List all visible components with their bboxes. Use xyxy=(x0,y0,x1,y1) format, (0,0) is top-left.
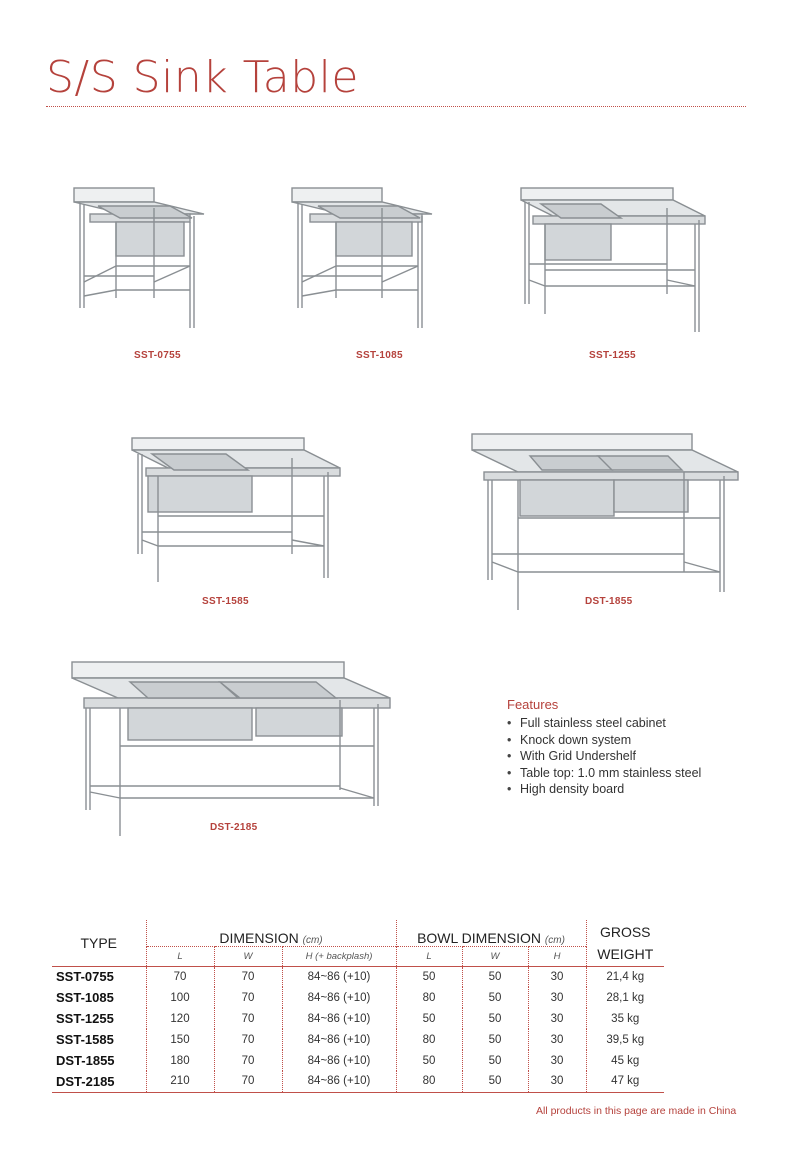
table-row xyxy=(52,1029,664,1050)
type-cell: SST-1085 xyxy=(56,990,114,1005)
table-cell: 39,5 kg xyxy=(586,1029,664,1050)
product-label-sst-1085: SST-1085 xyxy=(356,350,403,361)
product-label-sst-1255: SST-1255 xyxy=(589,350,636,361)
sub-header-bowl-l: L xyxy=(396,946,462,966)
table-cell: 30 xyxy=(528,987,586,1008)
table-cell: 70 xyxy=(214,1071,282,1092)
table-cell: 84~86 (+10) xyxy=(282,987,396,1008)
product-label-sst-1585: SST-1585 xyxy=(202,596,249,607)
type-header: TYPE xyxy=(80,934,118,951)
table-cell: 50 xyxy=(462,1029,528,1050)
table-cell: 50 xyxy=(462,1008,528,1029)
table-cell: 50 xyxy=(462,1071,528,1092)
table-cell: 100 xyxy=(146,987,214,1008)
table-cell: 84~86 (+10) xyxy=(282,1008,396,1029)
type-cell: SST-1585 xyxy=(56,1032,114,1047)
table-row xyxy=(52,1050,664,1071)
table-cell: 80 xyxy=(396,987,462,1008)
dimension-header: DIMENSION (cm) xyxy=(146,920,396,946)
table-cell: 30 xyxy=(528,966,586,987)
table-cell: 210 xyxy=(146,1071,214,1092)
product-image-sst-1085 xyxy=(288,186,438,336)
spec-table-body xyxy=(52,966,664,1092)
table-cell: 50 xyxy=(396,1008,462,1029)
table-cell: 21,4 kg xyxy=(586,966,664,987)
features-title: Features xyxy=(507,697,559,712)
sub-header-w: W xyxy=(214,946,282,966)
table-cell: 50 xyxy=(462,987,528,1008)
page-title: S/S Sink Table xyxy=(46,52,359,103)
table-cell: 50 xyxy=(396,1050,462,1071)
table-cell: 70 xyxy=(214,1008,282,1029)
type-cell: DST-2185 xyxy=(52,1071,146,1092)
product-image-sst-0755 xyxy=(70,186,210,336)
product-label-dst-1855: DST-1855 xyxy=(585,596,633,607)
table-cell: 50 xyxy=(462,966,528,987)
table-cell: 70 xyxy=(214,1029,282,1050)
feature-item: • Table top: 1.0 mm stainless steel xyxy=(507,765,757,782)
type-cell: SST-1255 xyxy=(56,1011,114,1026)
feature-item: • Full stainless steel cabinet xyxy=(507,715,757,732)
product-image-dst-1855 xyxy=(470,432,742,614)
table-cell: 30 xyxy=(528,1029,586,1050)
sub-header-l: L xyxy=(146,946,214,966)
features-block xyxy=(507,697,757,798)
product-image-sst-1255 xyxy=(517,186,709,336)
table-cell: 70 xyxy=(214,1050,282,1071)
sub-header-bowl-w: W xyxy=(462,946,528,966)
product-label-sst-0755: SST-0755 xyxy=(134,350,181,361)
table-cell: 80 xyxy=(396,1029,462,1050)
product-label-dst-2185: DST-2185 xyxy=(210,822,258,833)
gross-weight-header: GROSS WEIGHT xyxy=(586,920,664,966)
product-image-dst-2185 xyxy=(70,660,394,840)
features-list xyxy=(507,715,757,798)
table-row xyxy=(52,1071,664,1092)
product-image-sst-1585 xyxy=(128,436,344,586)
bowl-dimension-header: BOWL DIMENSION (cm) xyxy=(396,920,586,946)
table-cell: 84~86 (+10) xyxy=(282,1071,396,1092)
table-cell: 120 xyxy=(146,1008,214,1029)
table-row xyxy=(52,1008,664,1029)
feature-item: • With Grid Undershelf xyxy=(507,748,757,765)
table-cell: 28,1 kg xyxy=(586,987,664,1008)
table-cell: 45 kg xyxy=(586,1050,664,1071)
feature-item: • Knock down system xyxy=(507,732,757,749)
table-cell: 180 xyxy=(146,1050,214,1071)
table-cell: 84~86 (+10) xyxy=(282,1029,396,1050)
table-cell: 70 xyxy=(146,966,214,987)
table-row xyxy=(52,966,664,987)
table-cell: 30 xyxy=(528,1008,586,1029)
table-cell: 150 xyxy=(146,1029,214,1050)
table-cell: 30 xyxy=(528,1071,586,1092)
sub-header-bowl-h: H xyxy=(528,946,586,966)
table-cell: 35 kg xyxy=(586,1008,664,1029)
spec-table xyxy=(52,920,664,1093)
table-cell: 30 xyxy=(528,1050,586,1071)
type-cell: SST-0755 xyxy=(56,969,114,985)
table-cell: 84~86 (+10) xyxy=(282,966,396,987)
sub-header-h: H (+ backplash) xyxy=(282,946,396,966)
table-cell: 50 xyxy=(462,1050,528,1071)
type-cell: DST-1855 xyxy=(56,1053,115,1068)
table-row xyxy=(52,987,664,1008)
table-cell: 47 kg xyxy=(586,1071,664,1092)
table-cell: 50 xyxy=(396,966,462,987)
table-cell: 70 xyxy=(214,987,282,1008)
table-cell: 80 xyxy=(396,1071,462,1092)
feature-item: • High density board xyxy=(507,781,757,798)
table-cell: 70 xyxy=(214,966,282,987)
table-cell: 84~86 (+10) xyxy=(282,1050,396,1071)
footer-note: All products in this page are made in China xyxy=(536,1105,737,1117)
title-divider xyxy=(46,106,746,107)
